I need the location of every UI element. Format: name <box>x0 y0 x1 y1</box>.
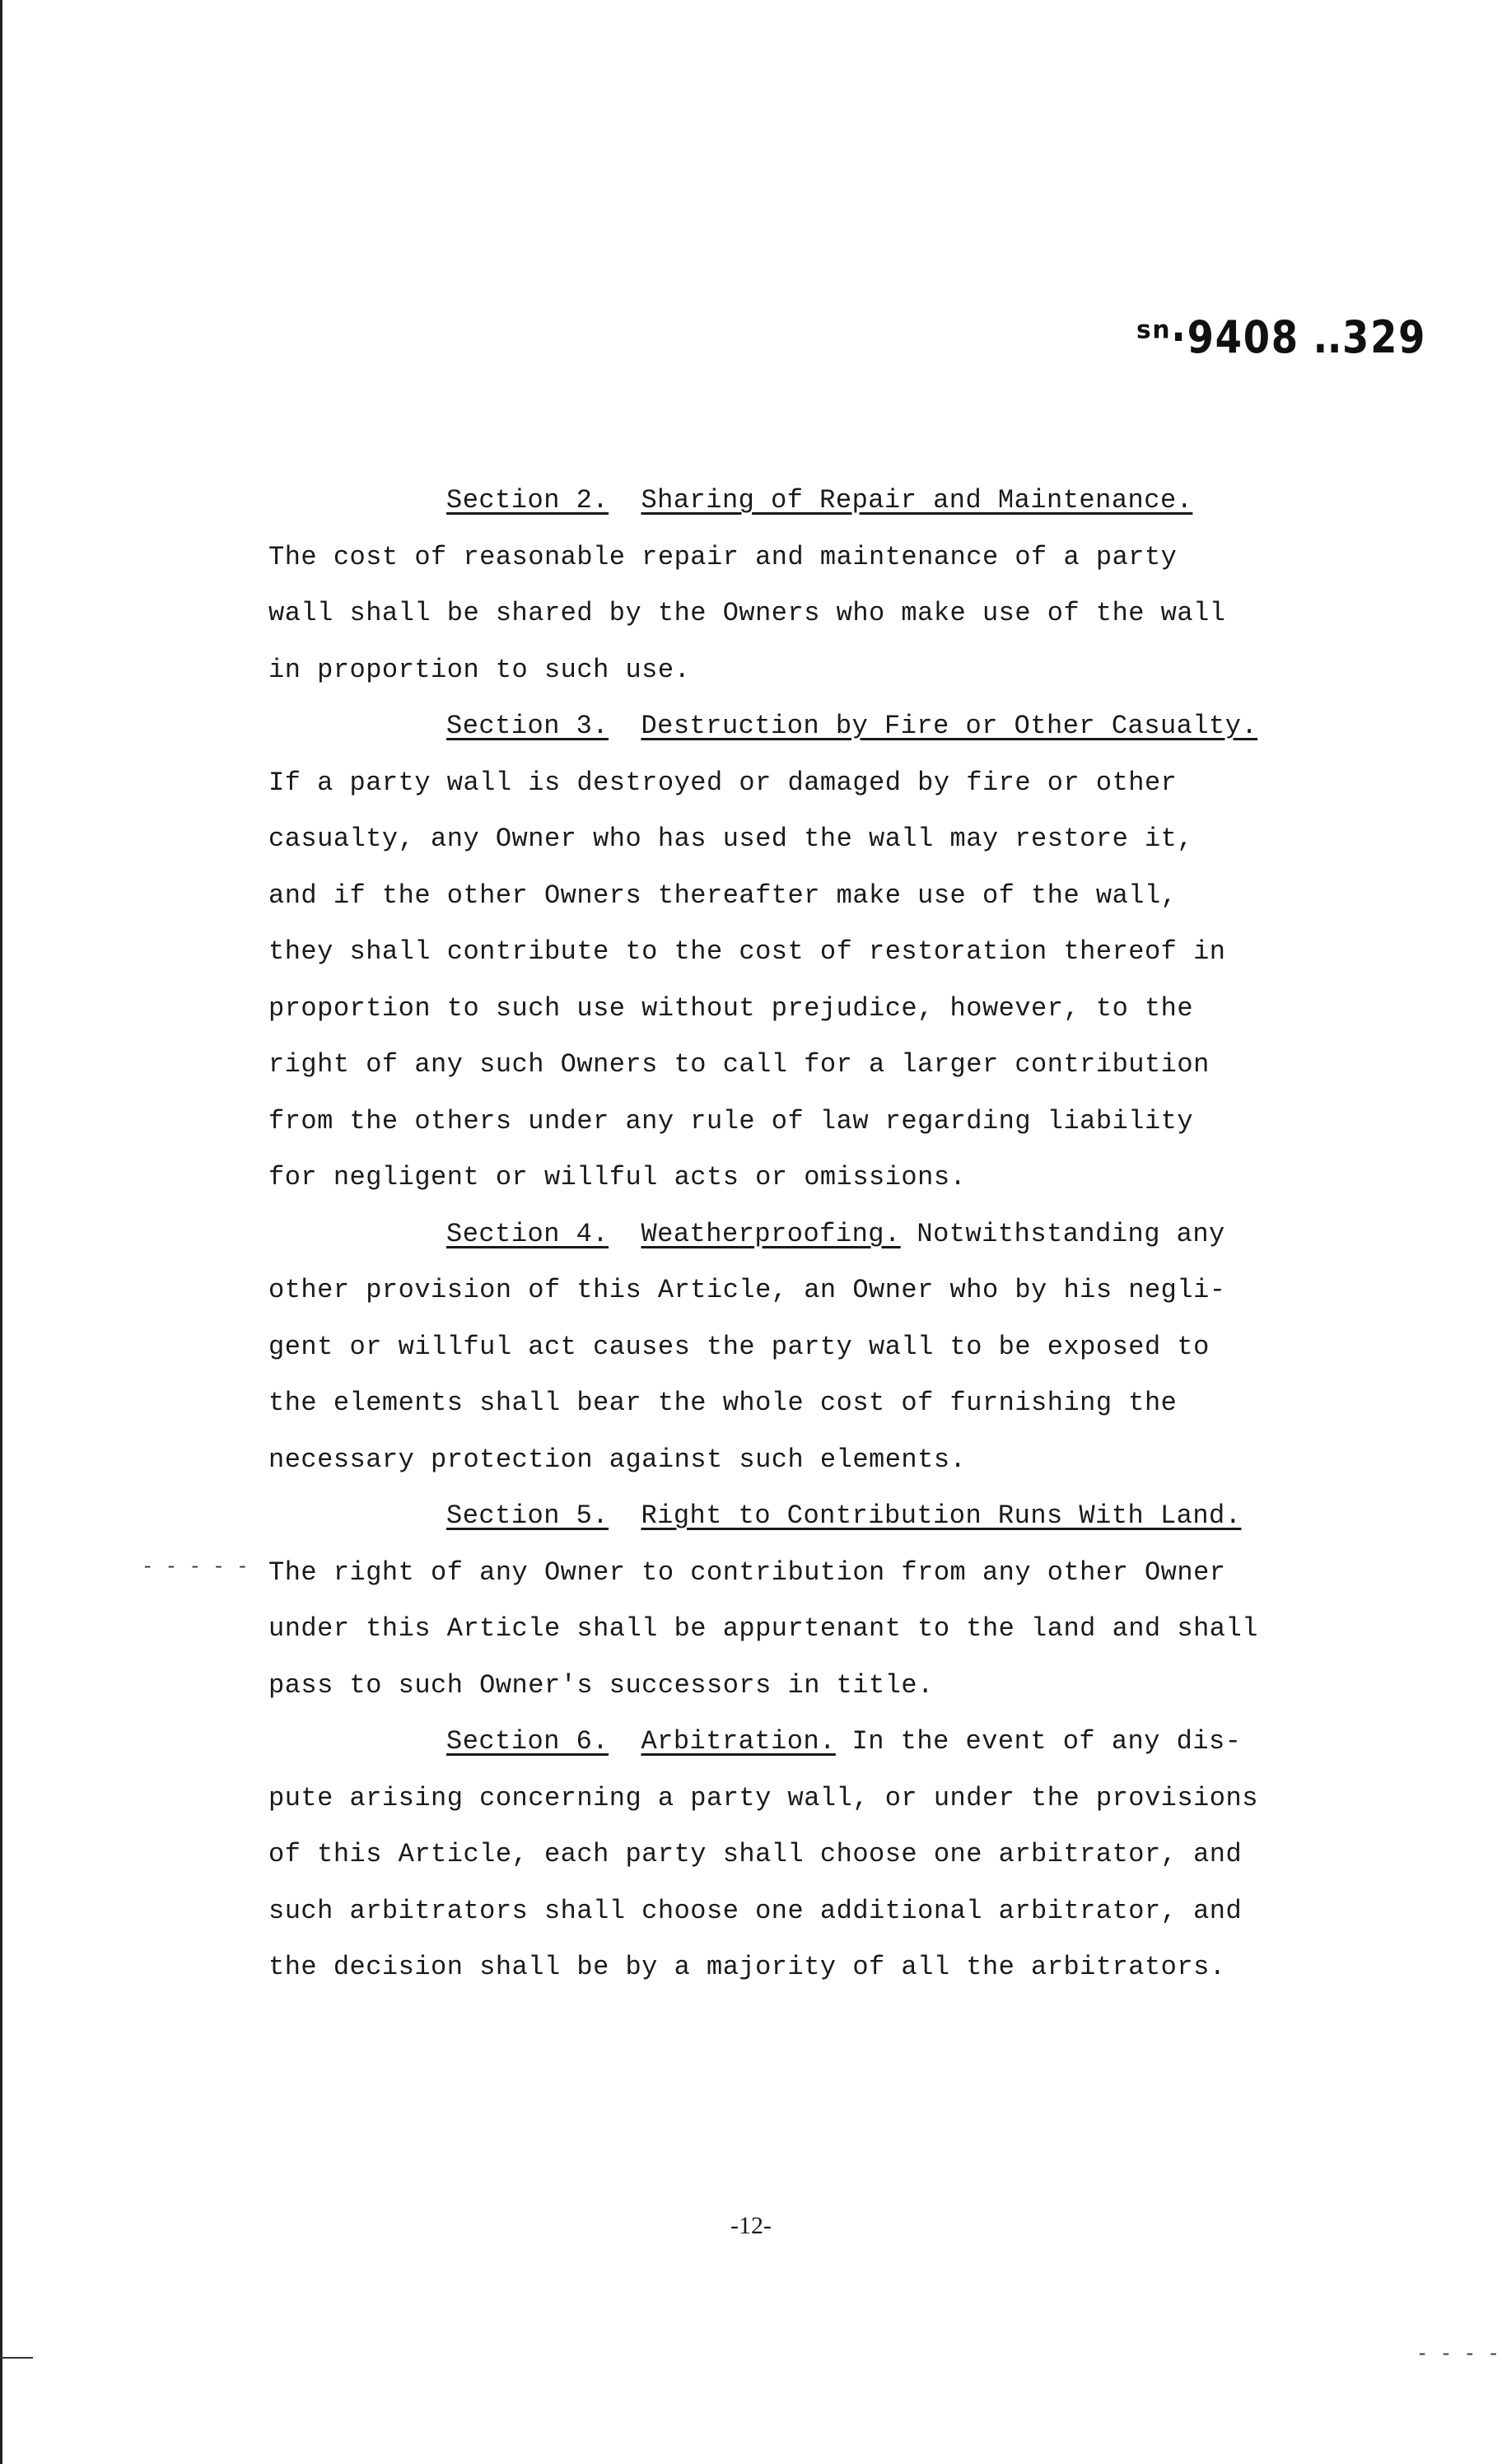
text-line: and if the other Owners thereafter make use of the wall, <box>268 880 1178 911</box>
text-line: If a party wall is destroyed or damaged by fire or other <box>268 767 1178 798</box>
text-line: the decision shall be by a majority of all the arbitrators. <box>268 1952 1226 1982</box>
section-2-header <box>268 473 1355 530</box>
text-line: wall shall be shared by the Owners who make use of the wall <box>268 598 1226 628</box>
text-line: of this Article, each party shall choose one arbitrator, and <box>268 1839 1243 1869</box>
text-line: The cost of reasonable repair and maintenance of a party <box>268 541 1178 572</box>
text-line: other provision of this Article, an Owner who by his negli- <box>268 1275 1226 1305</box>
text-line: pute arising concerning a party wall, or under the provisions <box>268 1782 1258 1813</box>
section-label: Section 4. <box>446 1218 609 1249</box>
section-label: Section 5. <box>446 1500 609 1531</box>
section-3-header <box>268 698 1355 755</box>
section-heading: Sharing of Repair and Maintenance. <box>641 485 1193 516</box>
section-text-start: In the event of any dis- <box>835 1726 1242 1757</box>
text-line: the elements shall bear the whole cost of furnishing the <box>268 1388 1178 1418</box>
section-heading: Weatherproofing. <box>641 1218 901 1249</box>
scan-edge-mark: - - - - <box>1416 2344 1500 2366</box>
text-line: pass to such Owner's successors in title. <box>268 1669 934 1701</box>
section-heading: Arbitration. <box>641 1726 836 1757</box>
scan-edge <box>0 0 2 2464</box>
text-line: from the others under any rule of law regarding liability <box>268 1105 1194 1136</box>
section-label: Section 3. <box>446 711 609 741</box>
text-line: they shall contribute to the cost of restoration thereof in <box>268 936 1226 967</box>
page-number: -12- <box>730 2212 772 2239</box>
margin-dash-mark: - - - - - <box>142 1556 249 1579</box>
text-line: necessary protection against such elements. <box>268 1444 967 1475</box>
scan-edge-mark <box>0 2357 33 2359</box>
section-label: Section 6. <box>446 1726 609 1757</box>
section-label: Section 2. <box>446 485 609 516</box>
text-line: gent or willful act causes the party wall to be exposed to <box>268 1331 1210 1362</box>
text-line: in proportion to such use. <box>268 654 691 685</box>
text-line: right of any such Owners to call for a larger contribution <box>268 1049 1210 1080</box>
section-text-start: Notwithstanding any <box>900 1218 1225 1249</box>
document-body <box>268 473 1355 1996</box>
section-heading: Right to Contribution Runs With Land. <box>641 1500 1242 1531</box>
text-line: proportion to such use without prejudice, however, to the <box>268 992 1194 1024</box>
section-heading: Destruction by Fire or Other Casualty. <box>641 711 1258 741</box>
text-line: such arbitrators shall choose one additional arbitrator, and <box>268 1895 1243 1926</box>
section-4-header <box>268 1206 1355 1263</box>
section-6-header <box>268 1714 1355 1771</box>
text-line: casualty, any Owner who has used the wall may restore it, <box>268 824 1194 854</box>
text-line: under this Article shall be appurtenant to the land and shall <box>268 1613 1258 1644</box>
text-line: The right of any Owner to contribution from any other Owner <box>268 1556 1226 1588</box>
recording-stamp: ˢⁿ·9408 ․․329 <box>1136 311 1427 363</box>
section-5-header <box>268 1488 1355 1545</box>
text-line: for negligent or willful acts or omissions. <box>268 1162 967 1192</box>
